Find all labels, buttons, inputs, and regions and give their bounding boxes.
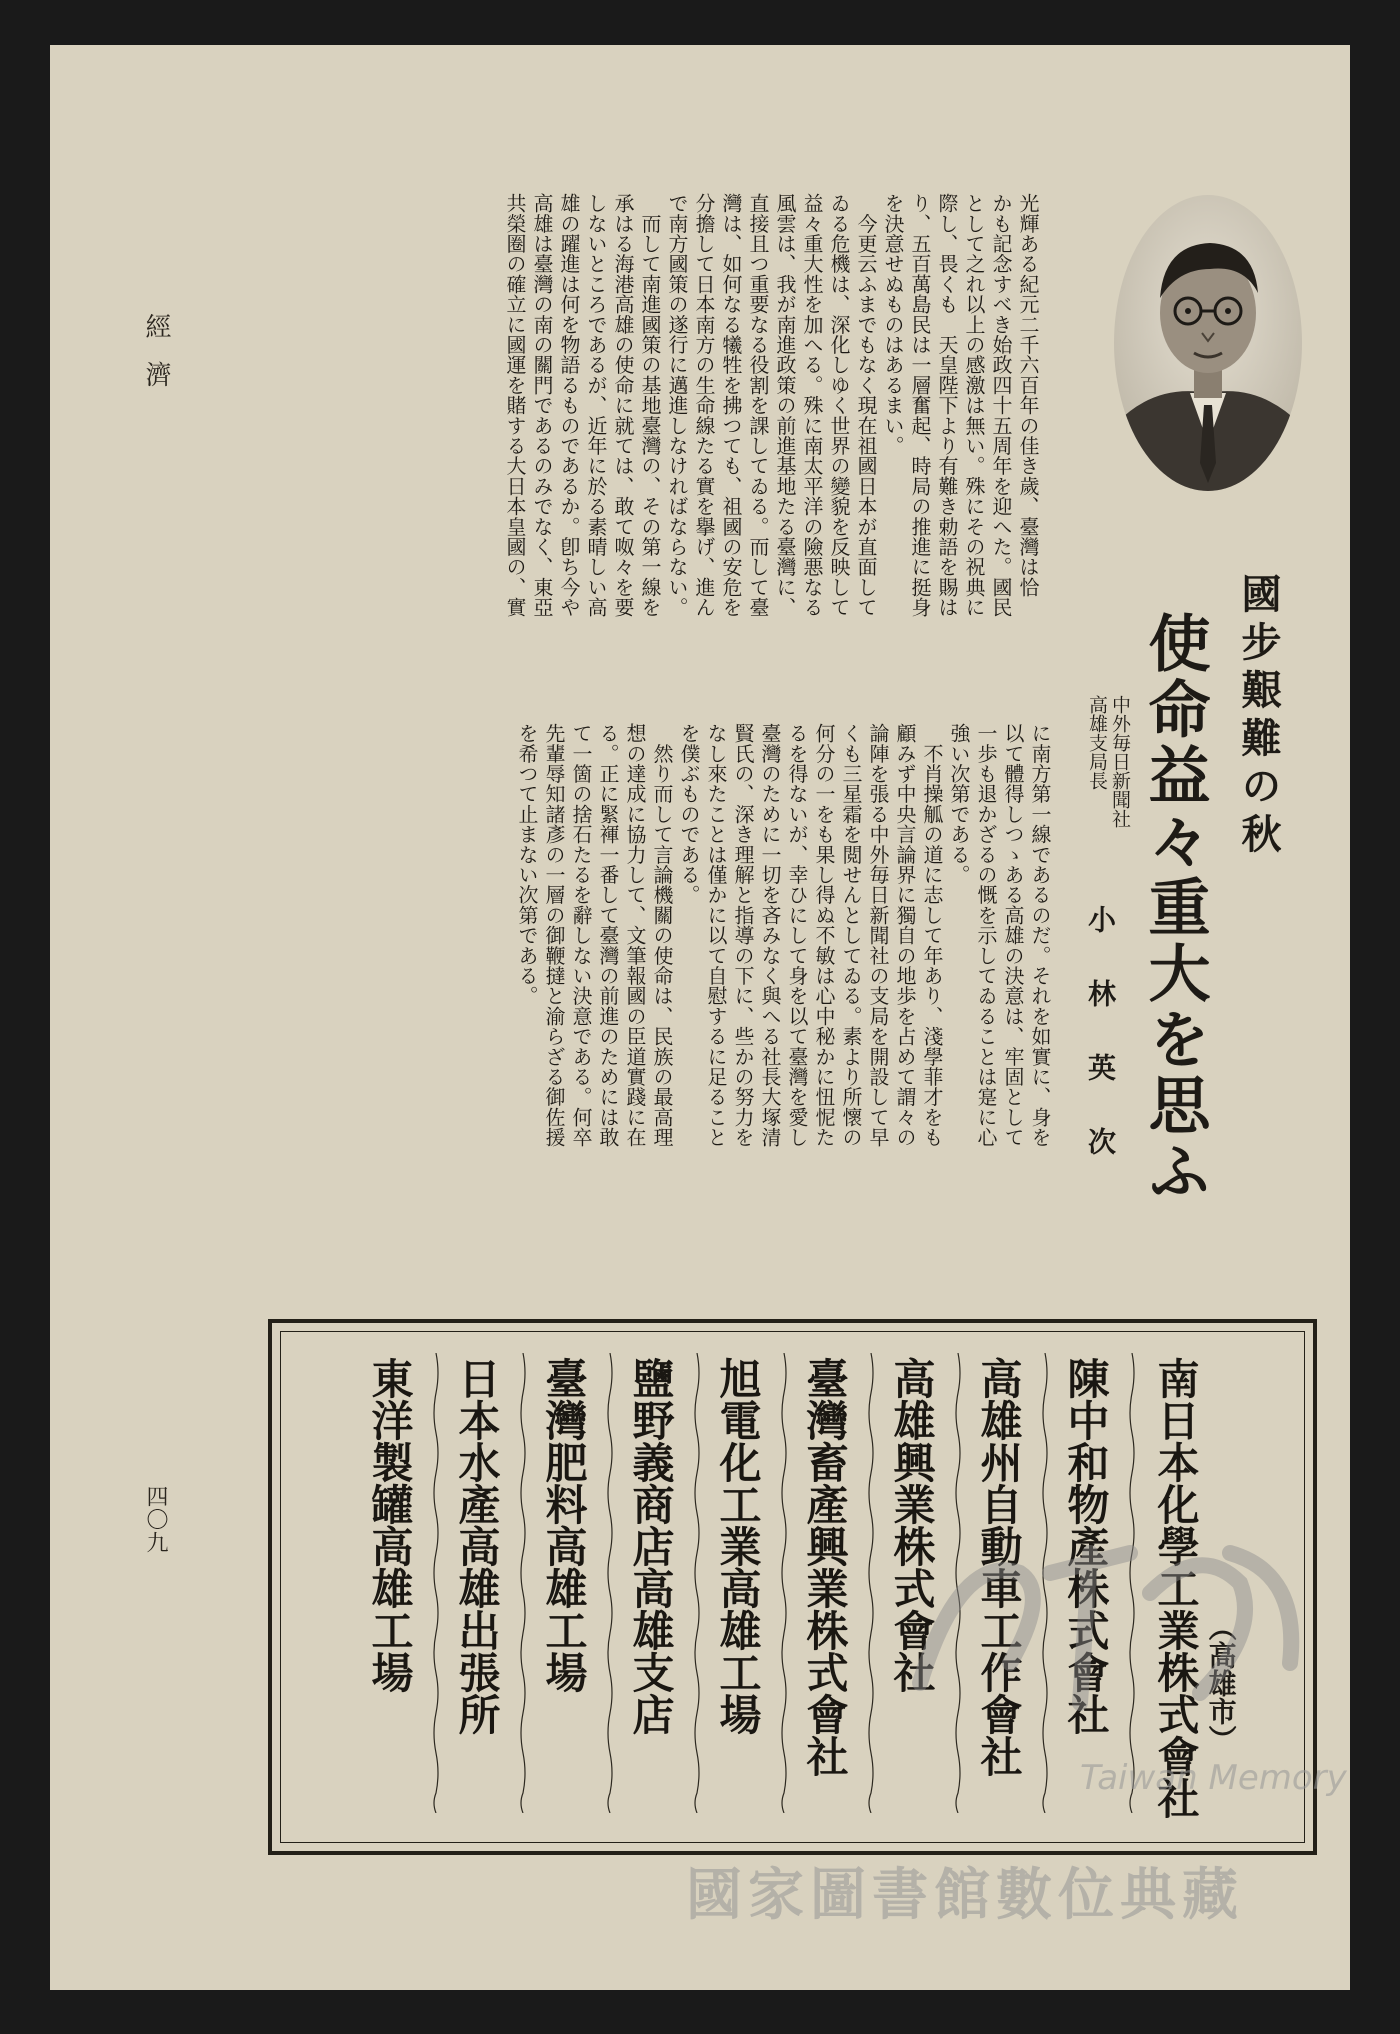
body-column: 臺灣のために一切を吝みなく與へる社長大塚清 [758, 723, 782, 1148]
body-column: 益々重大性を加へる。殊に南太平洋の險悪なる [800, 193, 824, 618]
body-column: なし來たことは僅かに以て自慰するに足ること [704, 723, 728, 1148]
body-column: 何分の一をも果し得ぬ不敏は心中秘かに忸怩た [812, 723, 836, 1148]
advertiser-name: 陳中和物產株式會社 [1061, 1357, 1111, 1735]
body-column: て一箇の捨石たるを辭しない決意である。何卒 [569, 723, 593, 1148]
body-column: 直接且つ重要なる役割を課してゐる。而して臺 [746, 193, 770, 618]
advertiser-name: 臺灣畜產興業株式會社 [800, 1357, 850, 1777]
author-name: 小林英次 [1084, 905, 1117, 1201]
body-column: 際し、畏くも 天皇陛下より有難き勅語を賜は [935, 193, 959, 618]
body-column: 顧みず中央言論界に獨自の地歩を占めて謂々の [893, 723, 917, 1148]
body-column: ゐる危機は、深化しゆく世界の變貌を反映して [827, 193, 851, 618]
body-column: として之れ以上の感激は無い。殊にその祝典に [962, 193, 986, 618]
advertiser-name: 高雄興業株式會社 [887, 1357, 937, 1693]
advertiser-name: 旭電化工業高雄工場 [713, 1357, 763, 1735]
body-column: 一歩も退かざるの慨を示してゐることは寔に心 [974, 723, 998, 1148]
body-column: 承はる海港高雄の使命に就ては、敢て呶々を要 [611, 193, 635, 618]
advertiser-name: 南日本化學工業株式會社 [1151, 1357, 1201, 1819]
body-column: を決意せぬものはあるまい。 [881, 193, 905, 456]
body-column: で南方國策の遂行に邁進しなければならない。 [665, 193, 689, 618]
wavy-divider [431, 1353, 441, 1813]
body-column: 論陣を張る中外毎日新聞社の支局を開設して早 [866, 723, 890, 1148]
body-column: を僕ぶものである。 [677, 723, 701, 905]
body-column: 分擔して日本南方の生命線たる實を擧げ、進ん [692, 193, 716, 618]
body-column: 不肖操觚の道に志して年あり、淺學菲才をも [920, 723, 944, 1148]
document-page [50, 45, 1350, 1990]
side-label: 經濟 [141, 313, 171, 409]
body-column: 強い次第である。 [947, 723, 971, 885]
advertiser-name: 臺灣肥料高雄工場 [539, 1357, 589, 1693]
body-column: 想の達成に協力して、文筆報國の臣道實踐に在 [623, 723, 647, 1148]
body-column: 雄の躍進は何を物語るものであるか。卽ち今や [557, 193, 581, 618]
body-column: 以て體得しつゝある高雄の決意は、牢固として [1001, 723, 1025, 1148]
body-column: 高雄は臺灣の南の關門であるのみでなく、東亞 [530, 193, 554, 618]
body-column: くも三星霜を閲せんとしてゐる。素より所懷の [839, 723, 863, 1148]
body-column: 然り而して言論機關の使命は、民族の最高理 [650, 723, 674, 1148]
author-affiliation-company: 中外毎日新聞社 [1109, 695, 1131, 828]
body-column: 共榮圈の確立に國運を賭する大日本皇國の、實 [503, 193, 527, 618]
watermark-text: 國家圖書館數位典藏 [686, 1863, 1244, 1928]
advertiser-name: 鹽野義商店高雄支店 [626, 1357, 676, 1735]
body-column: 光輝ある紀元二千六百年の佳き歲、臺灣は恰 [1016, 193, 1040, 597]
body-column: 賢氏の、深き理解と指導の下に、些かの努力を [731, 723, 755, 1148]
body-column: を希つて止まない次第である。 [515, 723, 539, 1006]
body-column: しないところであるが、近年に於る素晴しい高 [584, 193, 608, 618]
advertiser-name: 日本水產高雄出張所 [452, 1357, 502, 1735]
body-column: り、五百萬島民は一層奮起、時局の推進に挺身 [908, 193, 932, 618]
page-number: 四〇九 [143, 1485, 168, 1554]
wavy-divider [779, 1353, 789, 1813]
body-column: 而して南進國策の基地臺灣の、その第一線を [638, 193, 662, 618]
body-column: 風雲は、我が南進政策の前進基地たる臺灣に、 [773, 193, 797, 618]
author-affiliation-position: 高雄支局長 [1086, 695, 1108, 790]
body-column: かも記念すべき始政四十五周年を迎へた。國民 [989, 193, 1013, 618]
wavy-divider [866, 1353, 876, 1813]
watermark-logo [900, 1513, 1320, 1733]
body-column: る。正に緊褌一番して臺灣の前進のためには敢 [596, 723, 620, 1148]
series-title: 國步艱難の秋 [1235, 573, 1282, 861]
advertiser-name: 東洋製罐高雄工場 [365, 1357, 415, 1693]
watermark-subtext: Taiwan Memory [1080, 1758, 1347, 1798]
body-column: に南方第一線であるのだ。それを如實に、身を [1028, 723, 1052, 1148]
body-column: 灣は、如何なる犧牲を拂つても、祖國の安危を [719, 193, 743, 618]
article-title: 使命益々重大を思ふ [1138, 611, 1211, 1205]
author-portrait [1112, 193, 1304, 493]
advertiser-location: （高雄市） [1204, 1613, 1238, 1753]
body-column: るを得ないが、幸ひにして身を以て臺灣を愛し [785, 723, 809, 1148]
wavy-divider [605, 1353, 615, 1813]
advertiser-name: 高雄州自動車工作會社 [974, 1357, 1024, 1777]
body-column: 今更云ふまでもなく現在祖國日本が直面して [854, 193, 878, 618]
wavy-divider [518, 1353, 528, 1813]
wavy-divider [692, 1353, 702, 1813]
body-column: 先輩辱知諸彥の一層の御鞭撻と渝らざる御佐援 [542, 723, 566, 1148]
